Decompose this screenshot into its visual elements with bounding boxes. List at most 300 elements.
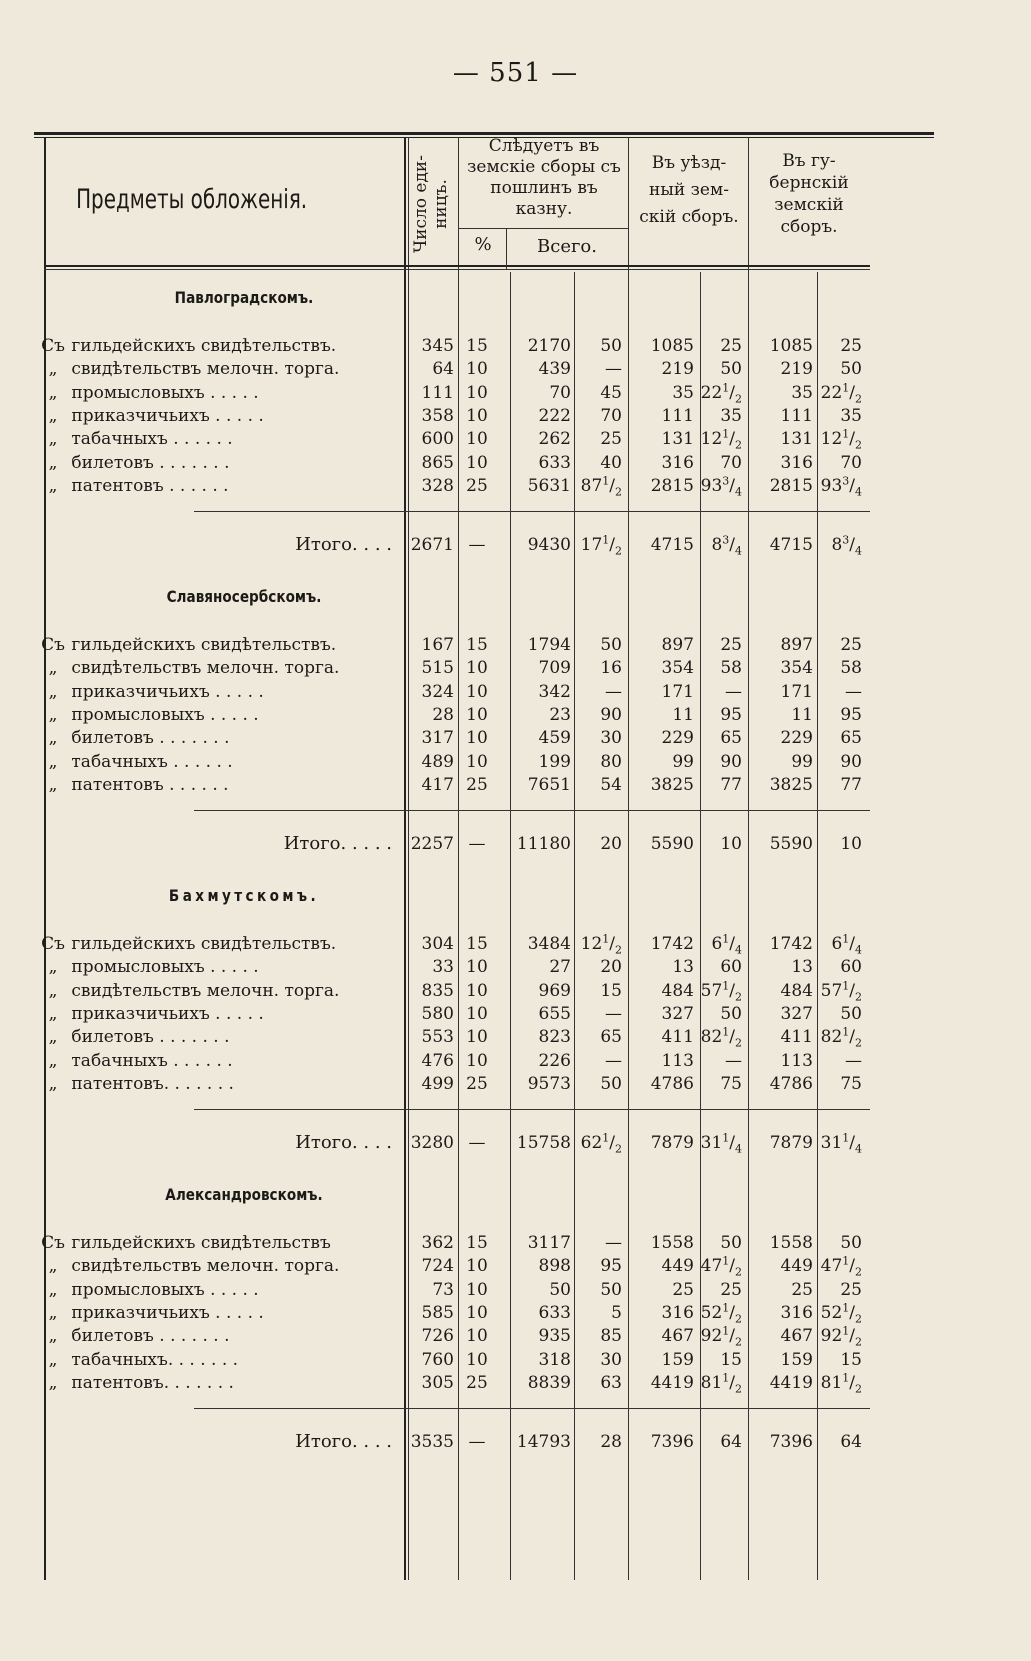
cell-kop: 16 xyxy=(600,658,622,679)
cell-rub: 15758 xyxy=(516,1133,571,1154)
cell-kop: 40 xyxy=(600,452,622,473)
cell-g-kop: 50 xyxy=(840,359,862,380)
cell-rub: 5631 xyxy=(527,475,571,496)
total-row xyxy=(34,533,934,557)
row-prefix: „ xyxy=(48,1349,58,1370)
cell-g-kop: $47^1/_2$ xyxy=(820,1254,862,1279)
cell-u-rub: 35 xyxy=(672,382,694,403)
row-label xyxy=(40,1371,400,1395)
cell-g-kop: $12^1/_2$ xyxy=(820,427,862,452)
top-rule xyxy=(34,132,934,135)
row-label xyxy=(40,1025,400,1049)
cell-g-rub: 13 xyxy=(791,957,813,978)
tax-table xyxy=(34,132,934,1580)
cell-u-rub: 1085 xyxy=(650,336,694,356)
cell-u-rub: 4786 xyxy=(650,1073,694,1094)
table-row xyxy=(34,750,934,774)
cell-pct: — xyxy=(468,535,486,556)
cell-g-kop: $92^1/_2$ xyxy=(820,1324,862,1349)
row-prefix: Съ xyxy=(41,934,65,954)
cell-u-rub: 2815 xyxy=(650,475,694,496)
cell-u-rub: 354 xyxy=(661,658,694,679)
row-prefix: „ xyxy=(48,658,58,679)
cell-rub: 969 xyxy=(538,980,571,1001)
cell-count: 726 xyxy=(421,1326,454,1347)
header-district: Въ уѣзд- ный зем- скій сборъ. xyxy=(639,153,739,227)
row-label xyxy=(40,1348,400,1372)
cell-g-rub: 3825 xyxy=(769,774,813,795)
row-text: гильдейскихъ свидѣтельствъ. xyxy=(66,635,337,655)
cell-rub: 2170 xyxy=(527,336,571,356)
cell-g-rub: 219 xyxy=(780,359,813,380)
cell-u-rub: 171 xyxy=(661,681,694,702)
cell-g-kop: $93^3/_4$ xyxy=(820,474,862,499)
cell-pct: 10 xyxy=(466,1302,488,1323)
row-text: билетовъ . . . . . . . xyxy=(66,452,230,473)
cell-u-kop: $47^1/_2$ xyxy=(700,1254,742,1279)
row-label xyxy=(40,750,400,774)
cell-pct: 10 xyxy=(466,1256,488,1277)
table-row xyxy=(34,1049,934,1073)
cell-kop: 95 xyxy=(600,1256,622,1277)
cell-rub: 23 xyxy=(549,704,571,725)
cell-count: 305 xyxy=(421,1372,454,1393)
cell-g-kop: $57^1/_2$ xyxy=(820,978,862,1003)
cell-g-kop: 58 xyxy=(840,658,862,679)
cell-g-rub: 171 xyxy=(780,681,813,702)
cell-count: 64 xyxy=(432,359,454,380)
cell-pct: 10 xyxy=(466,658,488,679)
cell-rub: 3484 xyxy=(527,934,571,954)
cell-u-rub: 159 xyxy=(661,1349,694,1370)
table-row xyxy=(34,932,934,956)
cell-rub: 7651 xyxy=(527,774,571,795)
cell-rub: 898 xyxy=(538,1256,571,1277)
header-count: Число еди- ницъ. xyxy=(411,154,451,254)
cell-u-rub: 316 xyxy=(661,452,694,473)
table-row xyxy=(34,1324,934,1348)
cell-pct: 25 xyxy=(466,1372,488,1393)
cell-kop: 90 xyxy=(600,704,622,725)
row-text: билетовъ . . . . . . . xyxy=(66,1027,230,1048)
cell-u-kop: 65 xyxy=(720,728,742,749)
row-text: гильдейскихъ свидѣтельствъ xyxy=(66,1233,331,1253)
row-label xyxy=(40,427,400,451)
cell-rub: 709 xyxy=(538,658,571,679)
row-prefix: „ xyxy=(48,1372,58,1393)
cell-kop: — xyxy=(605,1233,622,1253)
table-row xyxy=(34,680,934,704)
row-label xyxy=(40,1002,400,1026)
cell-pct: 25 xyxy=(466,774,488,795)
cell-kop: — xyxy=(605,1003,622,1024)
row-prefix: „ xyxy=(48,1050,58,1071)
cell-u-rub: 11 xyxy=(672,704,694,725)
cell-u-kop: $6^1/_4$ xyxy=(711,932,742,957)
cell-g-rub: 354 xyxy=(780,658,813,679)
cell-g-kop: $6^1/_4$ xyxy=(831,932,862,957)
row-prefix: „ xyxy=(48,774,58,795)
cell-pct: — xyxy=(468,1133,486,1154)
cell-u-kop: 50 xyxy=(720,1003,742,1024)
cell-g-kop: 95 xyxy=(840,704,862,725)
cell-u-rub: 7879 xyxy=(650,1133,694,1154)
table-row xyxy=(34,1301,934,1325)
cell-pct: 10 xyxy=(466,1027,488,1048)
cell-u-kop: 25 xyxy=(720,1279,742,1300)
cell-u-kop: $57^1/_2$ xyxy=(700,978,742,1003)
row-prefix: „ xyxy=(48,751,58,772)
row-text: табачныхъ . . . . . . xyxy=(66,1050,233,1071)
cell-pct: 10 xyxy=(466,1326,488,1347)
cell-count: 585 xyxy=(421,1302,454,1323)
cell-u-rub: 13 xyxy=(672,957,694,978)
cell-rub: 459 xyxy=(538,728,571,749)
cell-rub: 262 xyxy=(538,429,571,450)
cell-u-kop: 10 xyxy=(720,834,742,855)
cell-kop: 28 xyxy=(600,1432,622,1453)
cell-u-rub: 327 xyxy=(661,1003,694,1024)
total-row xyxy=(34,1131,934,1155)
row-label xyxy=(40,633,400,657)
cell-rub: 439 xyxy=(538,359,571,380)
row-text: промысловыхъ . . . . . xyxy=(66,1279,259,1300)
row-prefix: „ xyxy=(48,475,58,496)
cell-pct: 10 xyxy=(466,1050,488,1071)
cell-u-kop: $82^1/_2$ xyxy=(700,1025,742,1050)
cell-count: 33 xyxy=(432,957,454,978)
cell-kop: 15 xyxy=(600,980,622,1001)
cell-u-rub: 111 xyxy=(661,405,694,426)
cell-rub: 342 xyxy=(538,681,571,702)
cell-pct: 15 xyxy=(466,934,488,954)
cell-count: 345 xyxy=(421,336,454,356)
row-text: свидѣтельствъ мелочн. торга. xyxy=(66,658,340,679)
cell-g-rub: 327 xyxy=(780,1003,813,1024)
cell-rub: 823 xyxy=(538,1027,571,1048)
cell-pct: — xyxy=(468,834,486,855)
cell-count: 167 xyxy=(421,635,454,655)
cell-count: 362 xyxy=(421,1233,454,1253)
row-text: патентовъ. . . . . . . xyxy=(66,1372,234,1393)
row-label xyxy=(40,932,400,956)
row-label xyxy=(40,1301,400,1325)
table-row xyxy=(34,955,934,979)
cell-pct: 10 xyxy=(466,359,488,380)
due-subheader-line xyxy=(458,228,628,229)
cell-kop: 80 xyxy=(600,751,622,772)
cell-g-kop: $31^1/_4$ xyxy=(820,1131,862,1156)
cell-g-rub: 316 xyxy=(780,1302,813,1323)
row-label xyxy=(40,726,400,750)
cell-u-kop: 77 xyxy=(720,774,742,795)
cell-rub: 1794 xyxy=(527,635,571,655)
header-total: Всего. xyxy=(537,236,597,257)
cell-u-kop: 90 xyxy=(720,751,742,772)
cell-rub: 222 xyxy=(538,405,571,426)
cell-g-kop: 90 xyxy=(840,751,862,772)
cell-g-kop: 50 xyxy=(840,1233,862,1253)
cell-kop: 30 xyxy=(600,728,622,749)
cell-g-rub: 25 xyxy=(791,1279,813,1300)
cell-rub: 8839 xyxy=(527,1372,571,1393)
section-title: Павлоградскомъ. xyxy=(174,288,314,307)
cell-rub: 9430 xyxy=(527,535,571,556)
cell-kop: 20 xyxy=(600,834,622,855)
row-label xyxy=(40,703,400,727)
cell-kop: 63 xyxy=(600,1372,622,1393)
row-text: гильдейскихъ свидѣтельствъ. xyxy=(66,934,337,954)
cell-kop: 20 xyxy=(600,957,622,978)
row-text: гильдейскихъ свидѣтельствъ. xyxy=(66,336,337,356)
cell-count: 724 xyxy=(421,1256,454,1277)
cell-g-rub: 4715 xyxy=(769,535,813,556)
cell-g-rub: 467 xyxy=(780,1326,813,1347)
header-bottom-rule xyxy=(44,265,870,267)
cell-g-rub: 484 xyxy=(780,980,813,1001)
cell-pct: 10 xyxy=(466,1003,488,1024)
cell-u-rub: 1742 xyxy=(650,934,694,954)
cell-u-rub: 467 xyxy=(661,1326,694,1347)
cell-kop: — xyxy=(605,681,622,702)
cell-rub: 318 xyxy=(538,1349,571,1370)
cell-count: 580 xyxy=(421,1003,454,1024)
row-label xyxy=(40,357,400,381)
cell-g-rub: 4786 xyxy=(769,1073,813,1094)
table-row xyxy=(34,1371,934,1395)
cell-rub: 633 xyxy=(538,452,571,473)
row-prefix: „ xyxy=(48,681,58,702)
cell-rub: 935 xyxy=(538,1326,571,1347)
cell-g-rub: 7396 xyxy=(769,1432,813,1453)
cell-u-rub: 484 xyxy=(661,980,694,1001)
cell-u-kop: — xyxy=(725,681,742,702)
cell-u-kop: $31^1/_4$ xyxy=(700,1131,742,1156)
cell-g-rub: 897 xyxy=(780,635,813,655)
cell-pct: 10 xyxy=(466,405,488,426)
table-row xyxy=(34,1002,934,1026)
cell-kop: $62^1/_2$ xyxy=(580,1131,622,1156)
cell-g-rub: 131 xyxy=(780,429,813,450)
header-bottom-rule-thin xyxy=(44,269,870,270)
cell-g-rub: 4419 xyxy=(769,1372,813,1393)
table-row xyxy=(34,381,934,405)
row-text: табачныхъ . . . . . . xyxy=(66,751,233,772)
row-text: табачныхъ. . . . . . . xyxy=(66,1349,239,1370)
cell-u-kop: 95 xyxy=(720,704,742,725)
cell-kop: 54 xyxy=(600,774,622,795)
cell-u-rub: 411 xyxy=(661,1027,694,1048)
cell-g-kop: 35 xyxy=(840,405,862,426)
cell-pct: 25 xyxy=(466,1073,488,1094)
cell-g-kop: $52^1/_2$ xyxy=(820,1301,862,1326)
cell-count: 553 xyxy=(421,1027,454,1048)
cell-pct: 10 xyxy=(466,1349,488,1370)
cell-rub: 226 xyxy=(538,1050,571,1071)
cell-u-kop: 58 xyxy=(720,658,742,679)
cell-count: 600 xyxy=(421,429,454,450)
cell-pct: 10 xyxy=(466,704,488,725)
cell-u-rub: 1558 xyxy=(650,1233,694,1253)
cell-count: 328 xyxy=(421,475,454,496)
row-text: приказчичьихъ . . . . . xyxy=(66,1003,264,1024)
cell-pct: 10 xyxy=(466,681,488,702)
cell-g-kop: 60 xyxy=(840,957,862,978)
cell-kop: 50 xyxy=(600,635,622,655)
cell-g-kop: 10 xyxy=(840,834,862,855)
row-prefix: Съ xyxy=(41,1233,65,1253)
cell-pct: 10 xyxy=(466,382,488,403)
cell-u-kop: $12^1/_2$ xyxy=(700,427,742,452)
cell-u-rub: 4715 xyxy=(650,535,694,556)
row-label xyxy=(40,404,400,428)
cell-count: 515 xyxy=(421,658,454,679)
page-number: — 551 — xyxy=(452,58,579,88)
cell-u-kop: 50 xyxy=(720,1233,742,1253)
cell-u-kop: $93^3/_4$ xyxy=(700,474,742,499)
cell-count: 2257 xyxy=(410,834,454,855)
cell-g-kop: 75 xyxy=(840,1073,862,1094)
row-text: приказчичьихъ . . . . . xyxy=(66,681,264,702)
cell-u-kop: 35 xyxy=(720,405,742,426)
row-text: приказчичьихъ . . . . . xyxy=(66,405,264,426)
cell-pct: 15 xyxy=(466,336,488,356)
row-prefix: „ xyxy=(48,1256,58,1277)
table-row xyxy=(34,703,934,727)
cell-count: 317 xyxy=(421,728,454,749)
row-label xyxy=(40,1049,400,1073)
row-prefix: „ xyxy=(48,704,58,725)
table-row xyxy=(34,1231,934,1255)
cell-count: 28 xyxy=(432,704,454,725)
cell-g-kop: $82^1/_2$ xyxy=(820,1025,862,1050)
row-label xyxy=(40,451,400,475)
cell-count: 3535 xyxy=(410,1432,454,1453)
cell-u-rub: 219 xyxy=(661,359,694,380)
row-label xyxy=(40,656,400,680)
row-prefix: „ xyxy=(48,452,58,473)
cell-u-kop: 70 xyxy=(720,452,742,473)
cell-g-rub: 1085 xyxy=(769,336,813,356)
cell-g-rub: 111 xyxy=(780,405,813,426)
cell-g-kop: $22^1/_2$ xyxy=(820,380,862,405)
cell-u-rub: 316 xyxy=(661,1302,694,1323)
cell-u-kop: $81^1/_2$ xyxy=(700,1371,742,1396)
section-title: Славяносербскомъ. xyxy=(166,587,322,606)
total-label: Итого. . . . xyxy=(295,1132,392,1154)
cell-pct: — xyxy=(468,1432,486,1453)
cell-rub: 70 xyxy=(549,382,571,403)
cell-g-kop: 50 xyxy=(840,1003,862,1024)
cell-u-kop: $92^1/_2$ xyxy=(700,1324,742,1349)
cell-g-kop: 25 xyxy=(840,336,862,356)
row-prefix: „ xyxy=(48,1073,58,1094)
cell-u-rub: 25 xyxy=(672,1279,694,1300)
cell-g-rub: 113 xyxy=(780,1050,813,1071)
row-prefix: „ xyxy=(48,728,58,749)
header-province: Въ гу- бернскій земскій сборъ. xyxy=(769,151,849,237)
row-text: свидѣтельствъ мелочн. торга. xyxy=(66,359,340,380)
cell-rub: 9573 xyxy=(527,1073,571,1094)
cell-kop: 70 xyxy=(600,405,622,426)
cell-u-kop: 75 xyxy=(720,1073,742,1094)
row-text: свидѣтельствъ мелочн. торга. xyxy=(66,1256,340,1277)
cell-u-kop: 25 xyxy=(720,635,742,655)
row-text: промысловыхъ . . . . . xyxy=(66,382,259,403)
cell-pct: 10 xyxy=(466,429,488,450)
subtotal-rule xyxy=(194,1109,870,1110)
total-row xyxy=(34,832,934,856)
cell-pct: 10 xyxy=(466,452,488,473)
cell-rub: 50 xyxy=(549,1279,571,1300)
cell-kop: 25 xyxy=(600,429,622,450)
cell-u-rub: 99 xyxy=(672,751,694,772)
cell-count: 417 xyxy=(421,774,454,795)
cell-pct: 15 xyxy=(466,1233,488,1253)
cell-g-kop: — xyxy=(845,1050,862,1071)
cell-kop: 50 xyxy=(600,1279,622,1300)
cell-kop: $12^1/_2$ xyxy=(580,932,622,957)
row-label xyxy=(40,1231,400,1255)
cell-pct: 10 xyxy=(466,1279,488,1300)
cell-g-rub: 2815 xyxy=(769,475,813,496)
subtotal-rule xyxy=(194,1408,870,1409)
cell-count: 3280 xyxy=(410,1133,454,1154)
cell-g-rub: 11 xyxy=(791,704,813,725)
row-text: патентовъ . . . . . . xyxy=(66,475,229,496)
header-subject: Предметы обложенія. xyxy=(76,184,308,215)
row-prefix: „ xyxy=(48,1003,58,1024)
cell-u-rub: 113 xyxy=(661,1050,694,1071)
cell-u-kop: 25 xyxy=(720,336,742,356)
cell-g-rub: 7879 xyxy=(769,1133,813,1154)
cell-rub: 14793 xyxy=(516,1432,571,1453)
cell-u-rub: 7396 xyxy=(650,1432,694,1453)
section-title: Бахмутскомъ. xyxy=(168,886,320,905)
cell-pct: 10 xyxy=(466,980,488,1001)
table-row xyxy=(34,427,934,451)
cell-count: 324 xyxy=(421,681,454,702)
table-row xyxy=(34,979,934,1003)
cell-u-rub: 5590 xyxy=(650,834,694,855)
row-prefix: Съ xyxy=(41,336,65,356)
row-label xyxy=(40,1278,400,1302)
cell-pct: 15 xyxy=(466,635,488,655)
cell-kop: 45 xyxy=(600,382,622,403)
header-due: Слѣдуетъ въ земскіе сборы съ пошлинъ въ казну. xyxy=(467,136,621,219)
header-percent: % xyxy=(474,234,492,255)
row-label xyxy=(40,474,400,498)
cell-g-rub: 35 xyxy=(791,382,813,403)
cell-kop: 65 xyxy=(600,1027,622,1048)
cell-rub: 655 xyxy=(538,1003,571,1024)
cell-g-kop: 77 xyxy=(840,774,862,795)
cell-u-kop: $22^1/_2$ xyxy=(700,380,742,405)
total-label: Итого. . . . xyxy=(295,534,392,556)
cell-u-kop: 64 xyxy=(720,1432,742,1453)
subtotal-rule xyxy=(194,511,870,512)
cell-rub: 11180 xyxy=(516,834,571,855)
row-prefix: „ xyxy=(48,359,58,380)
cell-kop: 50 xyxy=(600,336,622,356)
cell-kop: 30 xyxy=(600,1349,622,1370)
row-label xyxy=(40,334,400,358)
cell-g-rub: 449 xyxy=(780,1256,813,1277)
row-prefix: „ xyxy=(48,405,58,426)
cell-g-kop: 65 xyxy=(840,728,862,749)
cell-kop: $17^1/_2$ xyxy=(580,533,622,558)
cell-rub: 27 xyxy=(549,957,571,978)
